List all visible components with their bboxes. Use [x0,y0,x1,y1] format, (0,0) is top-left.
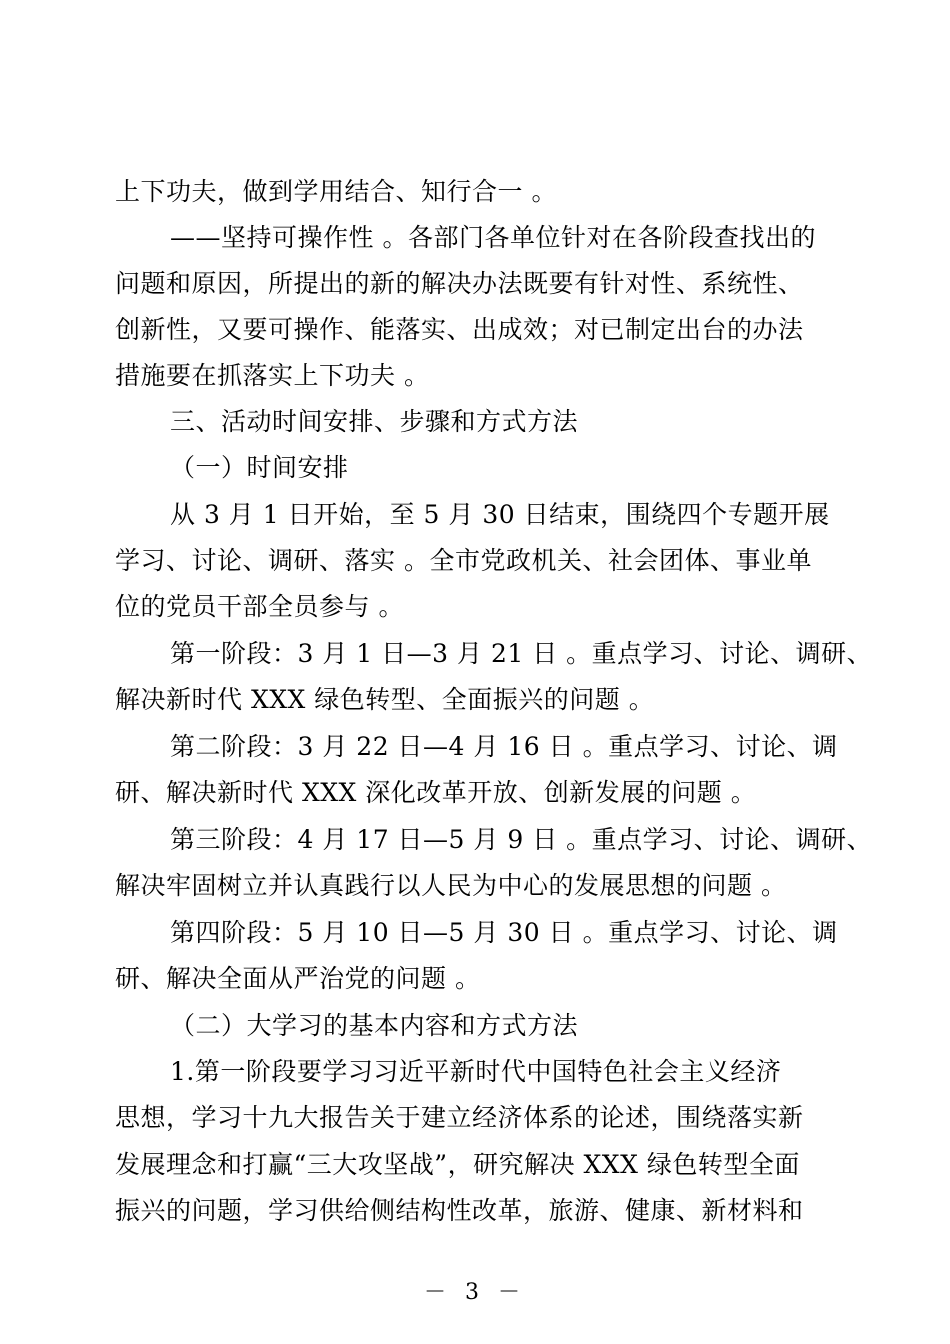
subsection-heading: （一）时间安排 [170,453,349,482]
paragraph-line: 振兴的问题，学习供给侧结构性改革，旅游、健康、新材料和 [115,1196,804,1225]
paragraph-line: ——坚持可操作性 。各部门各单位针对在各阶段查找出的 [170,223,816,252]
paragraph-line: 从 3 月 1 日开始，至 5 月 30 日结束，围绕四个专题开展 [170,500,830,529]
paragraph-line: 措施要在抓落实上下功夫 。 [115,361,430,390]
paragraph-line: 问题和原因，所提出的新的解决办法既要有针对性、系统性、 [115,269,804,298]
paragraph-line: 学习、讨论、调研、落实 。全市党政机关、社会团体、事业单 [115,546,812,575]
paragraph-line: 解决新时代 XXX 绿色转型、全面振兴的问题 。 [115,685,655,714]
subsection-heading: （二）大学习的基本内容和方式方法 [170,1011,579,1040]
paragraph-line: 第二阶段：3 月 22 日—4 月 16 日 。重点学习、讨论、调 [170,732,838,761]
paragraph-line: 位的党员干部全员参与 。 [115,592,404,621]
page-number: － 3 － [424,1280,526,1305]
paragraph-line: 研、解决全面从严治党的问题 。 [115,964,481,993]
paragraph-line: 第三阶段：4 月 17 日—5 月 9 日 。重点学习、讨论、调研、 [170,825,873,854]
paragraph-line: 研、解决新时代 XXX 深化改革开放、创新发展的问题 。 [115,778,757,807]
paragraph-line: 创新性，又要可操作、能落实、出成效；对已制定出台的办法 [115,315,804,344]
paragraph-line: 发展理念和打赢“三大攻坚战”，研究解决 XXX 绿色转型全面 [115,1150,800,1179]
paragraph-line: 第四阶段：5 月 10 日—5 月 30 日 。重点学习、讨论、调 [170,918,838,947]
paragraph-line: 1.第一阶段要学习习近平新时代中国特色社会主义经济 [170,1057,782,1086]
paragraph-line: 第一阶段：3 月 1 日—3 月 21 日 。重点学习、讨论、调研、 [170,639,873,668]
paragraph-line: 上下功夫，做到学用结合、知行合一 。 [115,177,557,206]
section-heading: 三、活动时间安排、步骤和方式方法 [170,407,579,436]
paragraph-line: 思想，学习十九大报告关于建立经济体系的论述，围绕落实新 [115,1103,804,1132]
paragraph-line: 解决牢固树立并认真践行以人民为中心的发展思想的问题 。 [115,871,787,900]
